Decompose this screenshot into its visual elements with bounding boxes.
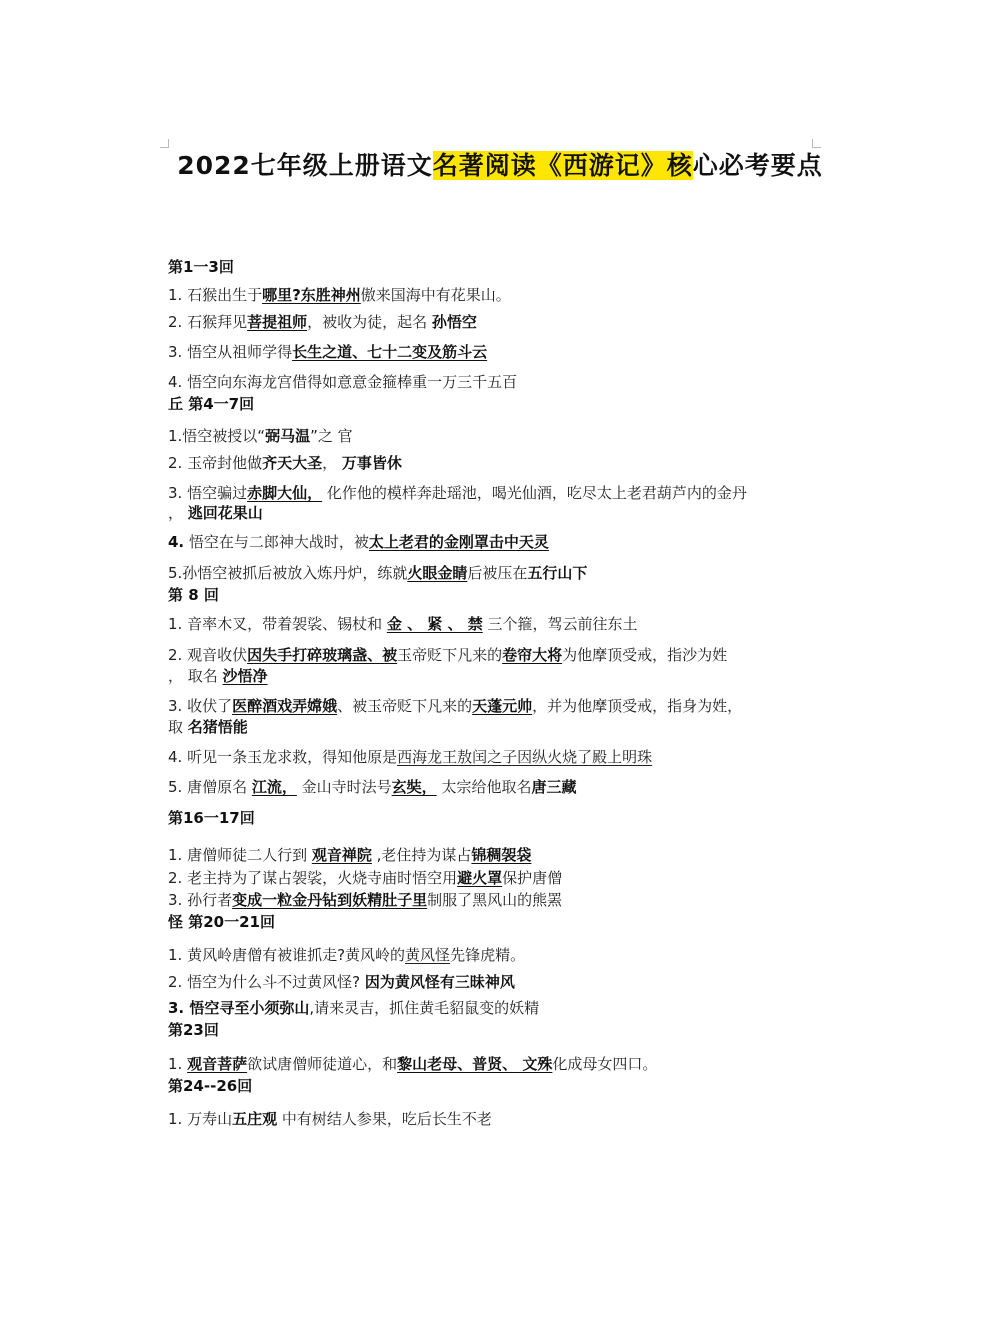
text-segment: 太宗给他取名	[436, 778, 532, 796]
text-segment: 2. 悟空为什么斗不过黄风怪?	[168, 973, 365, 991]
text-segment: 4. 听见一条玉龙求救，得知他原是	[168, 748, 398, 766]
text-segment: 后被压在	[467, 564, 528, 582]
text-segment: 、被玉帝贬下凡来的	[337, 697, 473, 715]
text-segment: 1.	[168, 1055, 188, 1073]
text-segment: 2. 玉帝封他做	[168, 454, 263, 472]
text-segment: ,老住持为谋占	[371, 846, 472, 864]
text-segment: 4. 悟空向东海龙宫借得如意意金箍棒重一万三千五百	[168, 373, 518, 391]
list-item	[168, 845, 531, 865]
text-segment: 取	[168, 718, 188, 736]
list-item	[168, 614, 638, 634]
text-segment: 太上老君的金刚罩击中天灵	[368, 533, 549, 551]
list-item	[168, 532, 549, 552]
text-segment: 逃回花果山	[187, 504, 263, 522]
list-item	[168, 426, 353, 446]
list-item	[168, 563, 587, 583]
text-segment: 三个箍，驾云前往东土	[482, 615, 638, 633]
text-segment: 变成一粒金丹钻到妖精肚子里	[232, 891, 428, 909]
section-heading	[168, 1076, 252, 1096]
list-item	[168, 503, 263, 523]
text-segment: 3. 收伏了	[168, 697, 233, 715]
text-segment: ，被收为徒，起名	[307, 313, 432, 331]
text-segment: 第23回	[168, 1021, 219, 1039]
list-item	[168, 312, 477, 332]
text-segment: 2. 观音收伏	[168, 646, 248, 664]
text-segment: 孙悟空	[431, 313, 477, 331]
text-segment: 2. 石猴拜见	[168, 313, 248, 331]
text-segment: 金 、 紧 、 禁	[386, 615, 483, 633]
text-segment: 第 8 回	[168, 586, 219, 604]
text-segment: 保护唐僧	[502, 869, 563, 887]
list-item	[168, 1109, 492, 1129]
title-highlight: 名著阅读《西游记》核	[432, 151, 693, 180]
text-segment: 1. 石猴出生于	[168, 286, 263, 304]
text-segment: ,请来灵吉，抓住黄毛貂鼠变的妖精	[309, 999, 540, 1017]
text-segment: 制服了黑风山的熊罴	[427, 891, 563, 909]
list-item	[168, 372, 517, 392]
section-heading	[168, 257, 234, 277]
text-segment: 5. 唐僧原名	[168, 778, 252, 796]
text-segment: 第16一17回	[168, 809, 255, 827]
text-segment: 哪里?东胜神州	[262, 286, 361, 304]
section-heading	[168, 912, 275, 932]
text-segment: 沙悟净	[222, 667, 268, 685]
text-segment: 3. 悟空寻至小须弥山	[168, 999, 310, 1017]
text-segment: ， 取名	[168, 667, 223, 685]
section-heading	[168, 808, 255, 828]
text-segment: 为他摩顶受戒，指沙为姓	[562, 646, 728, 664]
text-segment: 金山寺时法号	[296, 778, 392, 796]
text-segment: 观音菩萨	[187, 1055, 248, 1073]
text-segment: 天蓬元帅	[472, 697, 533, 715]
list-item	[168, 453, 402, 473]
list-item	[168, 998, 539, 1018]
list-item	[168, 890, 562, 910]
text-segment: 五行山下	[527, 564, 588, 582]
text-segment: ”之 官	[310, 427, 353, 445]
title-prefix: 2022七年级上册语文	[177, 151, 433, 180]
list-item	[168, 1054, 657, 1074]
text-segment: 五庄观	[232, 1110, 278, 1128]
list-item	[168, 972, 515, 992]
text-segment: 丘 第4一7回	[168, 395, 255, 413]
list-item	[168, 342, 487, 362]
section-heading	[168, 394, 254, 414]
text-segment: 黎山老母、普贤、 文殊	[397, 1055, 553, 1073]
text-segment: 1.悟空被授以“	[168, 427, 266, 445]
list-item	[168, 777, 576, 797]
text-segment: 观音禅院	[311, 846, 372, 864]
text-segment: 第1一3回	[168, 258, 234, 276]
text-segment: 1. 音率木叉，带着袈裟、锡杖和	[168, 615, 387, 633]
text-segment: 傲来国海中有花果山。	[360, 286, 511, 304]
text-segment: ，	[168, 504, 188, 522]
text-segment: 中有树结人参果，吃后长生不老	[277, 1110, 492, 1128]
text-segment: 欲试唐僧师徒道心，和	[247, 1055, 398, 1073]
text-segment: 1. 万寿山	[168, 1110, 233, 1128]
text-segment: 玄奘，	[391, 778, 437, 796]
list-item	[168, 645, 727, 665]
text-segment: 黄风怪	[405, 946, 451, 964]
list-item	[168, 483, 747, 503]
text-segment: 因为黄风怪有三昧神风	[364, 973, 515, 991]
text-segment: 锦稠袈袋	[471, 846, 532, 864]
text-segment: 化成母女四口。	[552, 1055, 658, 1073]
list-item	[168, 666, 268, 686]
text-segment: 悟空在与二郎神大战时，被	[184, 533, 369, 551]
text-segment: 化作他的模样奔赴瑶池，喝光仙酒，吃尽太上老君葫芦内的金丹	[322, 484, 747, 502]
text-segment: 1. 唐僧师徒二人行到	[168, 846, 312, 864]
list-item	[168, 868, 562, 888]
text-segment: 弼马温	[265, 427, 311, 445]
text-segment: 菩提祖师	[247, 313, 308, 331]
text-segment: 卷帘大将	[502, 646, 563, 664]
text-segment: 先锋虎精。	[450, 946, 526, 964]
list-item	[168, 945, 525, 965]
text-segment: 4.	[168, 533, 185, 551]
text-segment: ，并为他摩顶受戒，指身为姓，	[532, 697, 743, 715]
title-suffix: 心必考要点	[692, 151, 823, 180]
list-item	[168, 696, 742, 716]
text-segment: 避火罩	[457, 869, 503, 887]
text-segment: 3. 悟空从祖师学得	[168, 343, 293, 361]
section-heading	[168, 585, 219, 605]
page-title	[0, 146, 1000, 182]
list-item	[168, 747, 652, 767]
text-segment: 怪 第20一21回	[168, 913, 275, 931]
list-item	[168, 285, 511, 305]
text-segment: 医醉酒戏弄嫦娥	[232, 697, 338, 715]
text-segment: 3. 悟空骗过	[168, 484, 248, 502]
text-segment: 5.孙悟空被抓后被放入炼丹炉，练就	[168, 564, 408, 582]
text-segment: 万事皆休	[341, 454, 402, 472]
text-segment: 火眼金睛	[407, 564, 468, 582]
text-segment: 第24--26回	[168, 1077, 253, 1095]
text-segment: 3. 孙行者	[168, 891, 233, 909]
text-segment: 齐天大圣	[262, 454, 323, 472]
text-segment: 长生之道、七十二变及筋斗云	[292, 343, 488, 361]
text-segment: 唐三藏	[531, 778, 577, 796]
text-segment: 2. 老主持为了谋占袈裟，火烧寺庙时悟空用	[168, 869, 458, 887]
text-segment: 玉帝贬下凡来的	[397, 646, 503, 664]
text-segment: 西海龙王敖闰之子因纵火烧了殿上明珠	[397, 748, 653, 766]
list-item	[168, 717, 248, 737]
text-segment: 名猪悟能	[187, 718, 248, 736]
text-segment: 因失手打碎玻璃盏、被	[247, 646, 398, 664]
text-segment: ，	[322, 454, 342, 472]
section-heading	[168, 1020, 219, 1040]
text-segment: 赤脚大仙，	[247, 484, 323, 502]
text-segment: 1. 黄风岭唐僧有被谁抓走?黄风岭的	[168, 946, 406, 964]
text-segment: 江流，	[251, 778, 297, 796]
